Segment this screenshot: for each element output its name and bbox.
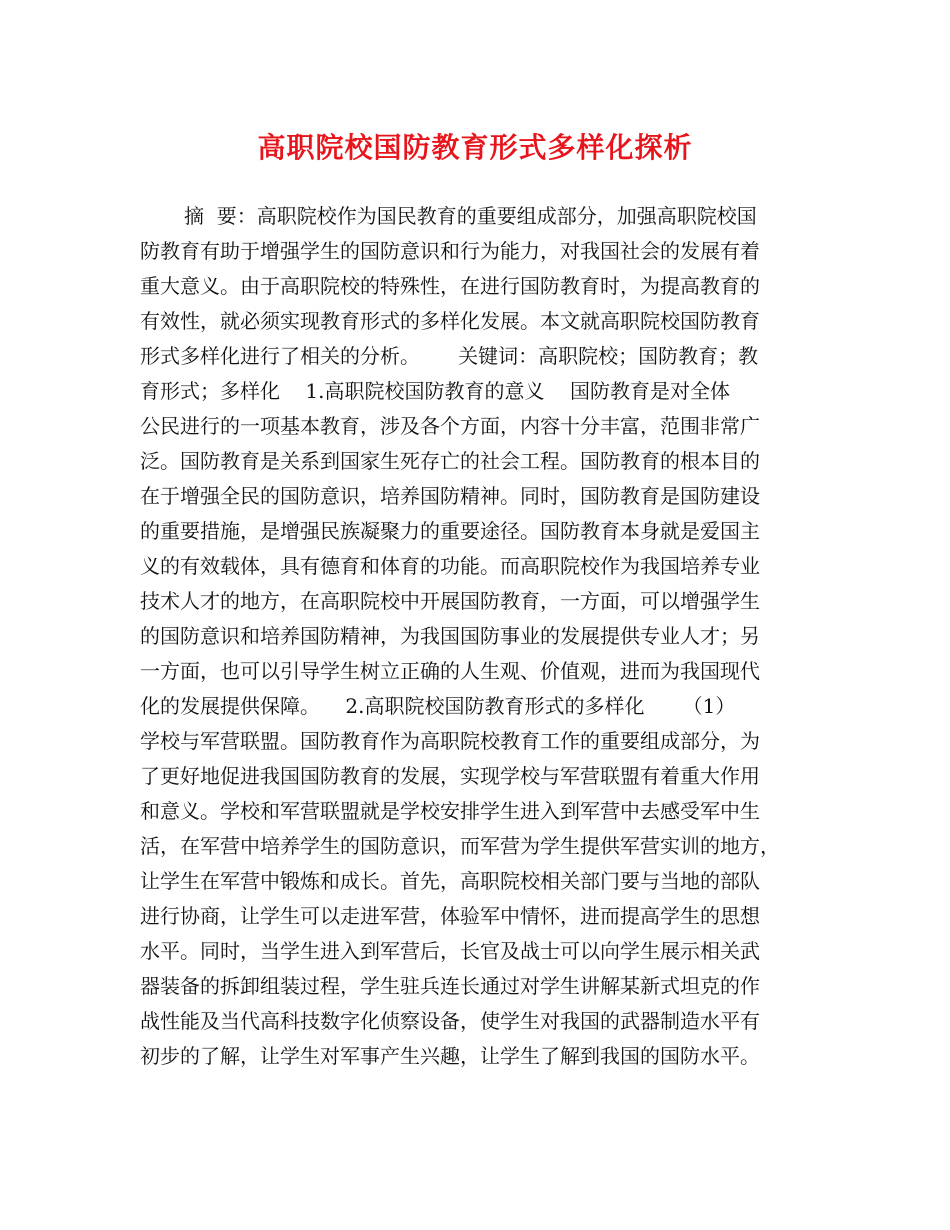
body-line: 器装备的拆卸组装过程，学生驻兵连长通过对学生讲解某新式坦克的作: [140, 974, 760, 998]
body-line: 防教育有助于增强学生的国防意识和行为能力，对我国社会的发展有着: [140, 239, 760, 263]
body-line: 在于增强全民的国防意识，培养国防精神。同时，国防教育是国防建设: [140, 484, 760, 508]
body-line: 技术人才的地方，在高职院校中开展国防教育，一方面，可以增强学生: [140, 589, 760, 613]
body-line: 义的有效载体，具有德育和体育的功能。而高职院校作为我国培养专业: [140, 554, 760, 578]
body-line: 和意义。学校和军营联盟就是学校安排学生进入到军营中去感受军中生: [140, 799, 760, 823]
body-line: 学校与军营联盟。国防教育作为高职院校教育工作的重要组成部分，为: [140, 729, 760, 753]
body-line: 育形式；多样化 1.高职院校国防教育的意义 国防教育是对全体: [140, 379, 730, 403]
body-line: 战性能及当代高科技数字化侦察设备，使学生对我国的武器制造水平有: [140, 1009, 760, 1033]
body-line: 的国防意识和培养国防精神，为我国国防事业的发展提供专业人才；另: [140, 624, 760, 648]
body-line: 有效性，就必须实现教育形式的多样化发展。本文就高职院校国防教育: [140, 309, 760, 333]
body-line: 了更好地促进我国国防教育的发展，实现学校与军营联盟有着重大作用: [140, 764, 760, 788]
body-line: 摘 要：高职院校作为国民教育的重要组成部分，加强高职院校国: [184, 204, 757, 228]
body-line: 形式多样化进行了相关的分析。 关键词：高职院校；国防教育；教: [140, 344, 759, 368]
document-body: [140, 199, 820, 1074]
body-line: 公民进行的一项基本教育，涉及各个方面，内容十分丰富，范围非常广: [140, 414, 760, 438]
document-title: 高职院校国防教育形式多样化探析: [257, 131, 693, 164]
body-line: 让学生在军营中锻炼和成长。首先，高职院校相关部门要与当地的部队: [140, 869, 760, 893]
body-line: 水平。同时，当学生进入到军营后，长官及战士可以向学生展示相关武: [140, 939, 760, 963]
body-line: 重大意义。由于高职院校的特殊性，在进行国防教育时，为提高教育的: [140, 274, 760, 298]
body-line: 活，在军营中培养学生的国防意识，而军营为学生提供军营实训的地方，: [140, 834, 780, 858]
body-line: 化的发展提供保障。 2.高职院校国防教育形式的多样化 （1）: [140, 694, 736, 718]
body-line: 初步的了解，让学生对军事产生兴趣，让学生了解到我国的国防水平。: [140, 1044, 760, 1068]
body-line: 泛。国防教育是关系到国家生死存亡的社会工程。国防教育的根本目的: [140, 449, 760, 473]
body-line: 的重要措施，是增强民族凝聚力的重要途径。国防教育本身就是爱国主: [140, 519, 760, 543]
body-line: 进行协商，让学生可以走进军营，体验军中情怀，进而提高学生的思想: [140, 904, 760, 928]
body-line: 一方面，也可以引导学生树立正确的人生观、价值观，进而为我国现代: [140, 659, 760, 683]
